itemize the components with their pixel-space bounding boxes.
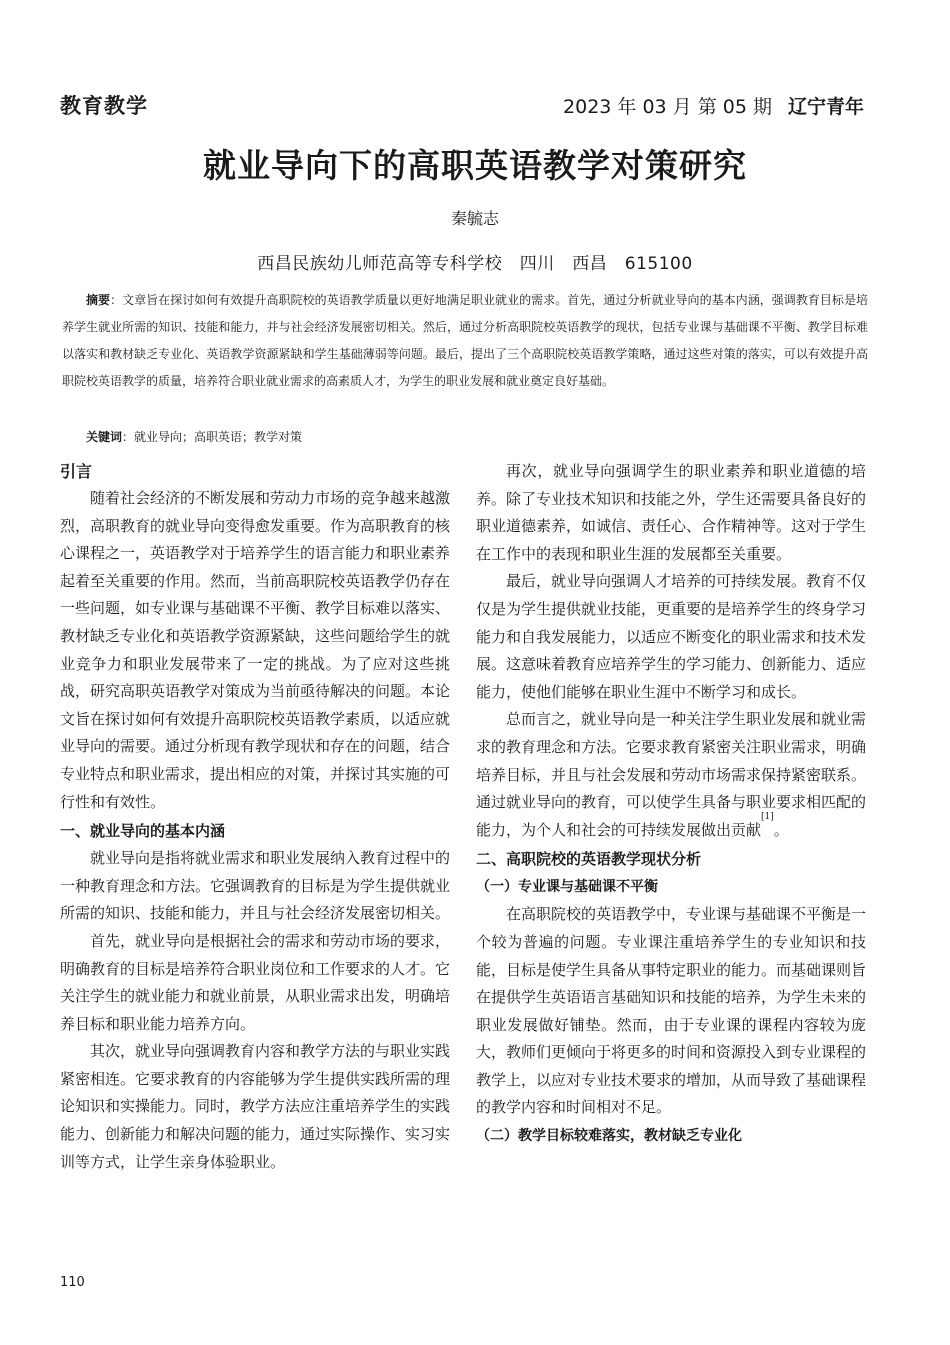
section-1-paragraph-6 xyxy=(476,706,866,844)
journal-name: 辽宁青年 xyxy=(787,96,864,118)
keywords-text: ：就业导向；高职英语；教学对策 xyxy=(122,430,303,444)
issue-info xyxy=(563,92,864,119)
abstract-label: 摘要 xyxy=(86,293,111,307)
subsection-2-1-paragraph: 在高职院校的英语教学中，专业课与基础课不平衡是一个较为普遍的问题。专业课注重培养学生的专业知识和技能，目标是使学生具备从事特定职业的能力。而基础课则旨在提供学生英语语言基础知识和技能的培养，为学生未来的职业发展做好铺垫。然而，由于专业课的课程内容较为庞大，教师们更倾向于将更多的时间和资源投入到专业课程的教学上，以应对专业技术要求的增加，从而导致了基础课程的教学内容和时间相对不足。 xyxy=(476,905,867,1117)
section-2-heading: 二、高职院校的英语教学现状分析 xyxy=(476,850,702,869)
issue-date: 2023 年 03 月 第 05 期 xyxy=(563,96,772,118)
affiliation: 西昌民族幼儿师范高等专科学校 四川 西昌 615100 xyxy=(257,254,693,274)
keywords-label: 关键词 xyxy=(86,430,123,444)
section-1-paragraph-1: 就业导向是指将就业需求和职业发展纳入教育过程中的一种教育理念和方法。它强调教育的目标是为学生提供就业所需的知识、技能和能力，并且与社会经济发展密切相关。 xyxy=(60,849,451,923)
abstract xyxy=(62,287,868,395)
section-1-paragraph-3: 其次，就业导向强调教育内容和教学方法的与职业实践紧密相连。它要求教育的内容能够为学生提供实践所需的理论知识和实操能力。同时，教学方法应注重培养学生的实践能力、创新能力和解决问题的能力，通过实际操作、实习实训等方式，让学生亲身体验职业。 xyxy=(60,1042,451,1171)
right-column xyxy=(476,458,866,1150)
left-column xyxy=(60,458,450,1176)
subsection-2-2-heading: （二）教学目标较难落实，教材缺乏专业化 xyxy=(476,1128,742,1145)
section-label: 教育教学 xyxy=(60,94,148,118)
abstract-text: ：文章旨在探讨如何有效提升高职院校的英语教学质量以更好地满足职业就业的需求。首先，通过分析就业导向的基本内涵，强调教育目标是培养学生就业所需的知识、技能和能力，并与社会经济发展密切相关。然后，通过分析高职院校英语教学的现状，包括专业课与基础课不平衡、教学目标难以落实和教材缺乏专业化、英语教学资源紧缺和学生基础薄弱等问题。最后，提出了三个高职院校英语教学策略，通过这些对策的落实，可以有效提升高职院校英语教学的质量，培养符合职业就业需求的高素质人才，为学生的职业发展和就业奠定良好基础。 xyxy=(62,293,868,388)
page-number: 110 xyxy=(60,1275,85,1290)
intro-paragraph: 随着社会经济的不断发展和劳动力市场的竞争越来越激烈，高职教育的就业导向变得愈发重要。作为高职教育的核心课程之一，英语教学对于培养学生的语言能力和职业素养起着至关重要的作用。然而，当前高职院校英语教学仍存在一些问题，如专业课与基础课不平衡、教学目标难以落实、教材缺乏专业化和英语教学资源紧缺，这些问题给学生的就业竞争力和职业发展带来了一定的挑战。为了应对这些挑战，研究高职英语教学对策成为当前亟待解决的问题。本论文旨在探讨如何有效提升高职院校英语教学素质，以适应就业导向的需要。通过分析现有教学现状和存在的问题，结合专业特点和职业需求，提出相应的对策，并探讨其实施的可行性和有效性。 xyxy=(60,489,451,811)
paragraph-end: 。 xyxy=(773,820,789,839)
paragraph-text: 总而言之，就业导向是一种关注学生职业发展和就业需求的教育理念和方法。它要求教育紧密关注职业需求，明确培养目标，并且与社会发展和劳动市场需求保持紧密联系。通过就业导向的教育，可以使学生具备与职业要求相匹配的能力，为个人和社会的可持续发展做出贡献 xyxy=(476,710,867,839)
intro-heading: 引言 xyxy=(60,462,93,481)
section-1-paragraph-2: 首先，就业导向是根据社会的需求和劳动市场的要求，明确教育的目标是培养符合职业岗位和工作要求的人才。它关注学生的就业能力和就业前景，从职业需求出发，明确培养目标和职业能力培养方向。 xyxy=(60,931,451,1033)
subsection-2-1-heading: （一）专业课与基础课不平衡 xyxy=(476,879,658,896)
section-1-paragraph-4: 再次，就业导向强调学生的职业素养和职业道德的培养。除了专业技术知识和技能之外，学生还需要具备良好的职业道德素养，如诚信、责任心、合作精神等。这对于学生在工作中的表现和职业生涯的发展都至关重要。 xyxy=(476,462,867,563)
section-1-paragraph-5: 最后，就业导向强调人才培养的可持续发展。教育不仅仅是为学生提供就业技能，更重要的是培养学生的终身学习能力和自我发展能力，以适应不断变化的职业需求和技术发展。这意味着教育应培养学生的学习能力、创新能力、适应能力，使他们能够在职业生涯中不断学习和成长。 xyxy=(476,572,867,701)
author: 秦毓志 xyxy=(450,209,499,228)
paper-title: 就业导向下的高职英语教学对策研究 xyxy=(203,146,747,185)
citation-ref: [1] xyxy=(761,811,774,822)
section-1-heading: 一、就业导向的基本内涵 xyxy=(60,822,226,841)
keywords xyxy=(86,425,302,449)
